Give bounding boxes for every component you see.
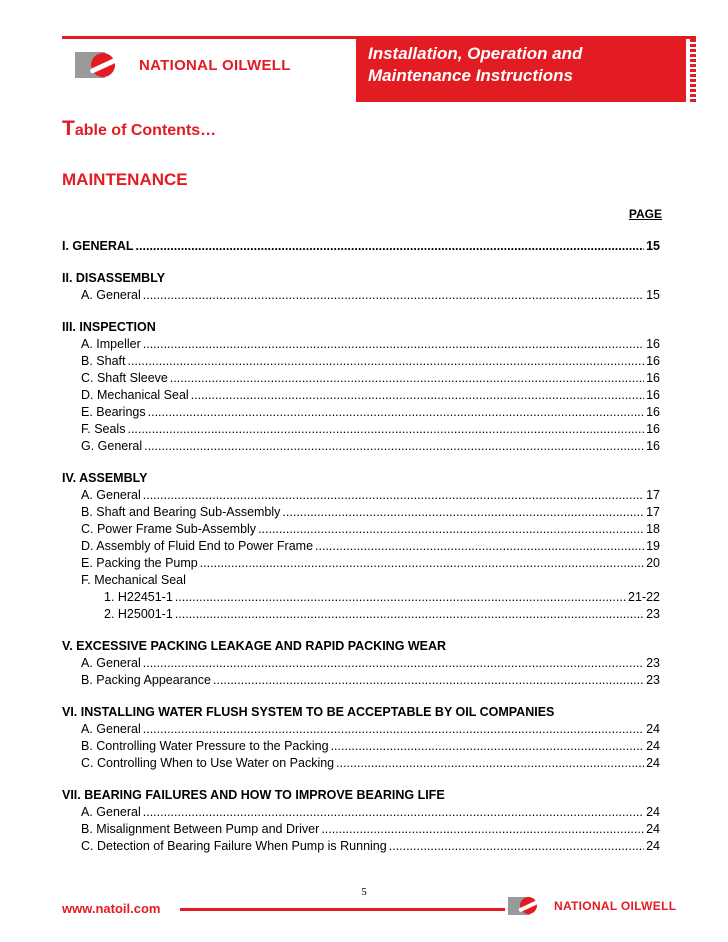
toc-entry-page: 23 (646, 607, 660, 621)
footer-url[interactable]: www.natoil.com (62, 901, 161, 916)
dot-leader (258, 521, 644, 538)
dot-leader (143, 804, 644, 821)
toc-entry-text: A. General (81, 288, 141, 302)
dot-leader (144, 438, 644, 455)
toc-heading-page: 15 (646, 239, 660, 253)
toc-heading-text: I. GENERAL (62, 239, 134, 253)
toc-entry[interactable] (62, 555, 660, 572)
toc-entry-text: B. Controlling Water Pressure to the Packing (81, 739, 329, 753)
dot-leader (143, 487, 644, 504)
toc-heading-text: IV. ASSEMBLY (62, 471, 148, 485)
document-title-line1: Installation, Operation and (368, 44, 583, 63)
dot-leader (170, 370, 644, 387)
document-title-line2: Maintenance Instructions (368, 66, 573, 85)
toc-entry-text: E. Bearings (81, 405, 146, 419)
toc-entry-text: B. Shaft (81, 354, 126, 368)
toc-entry-page: 16 (646, 405, 660, 419)
toc-entry[interactable] (62, 655, 660, 672)
dot-leader (213, 672, 644, 689)
toc-title (62, 117, 216, 141)
toc-entry-page: 24 (646, 722, 660, 736)
toc-entry[interactable] (62, 287, 660, 304)
toc-entry[interactable] (62, 336, 660, 353)
toc-heading[interactable] (62, 787, 660, 804)
toc-entry-page: 16 (646, 388, 660, 402)
toc-entry[interactable] (62, 838, 660, 855)
toc-entry-text: E. Packing the Pump (81, 556, 198, 570)
toc-entry-text: D. Mechanical Seal (81, 388, 189, 402)
dot-leader (321, 821, 644, 838)
dot-leader (143, 655, 644, 672)
toc-entry-text: B. Shaft and Bearing Sub-Assembly (81, 505, 281, 519)
toc-heading[interactable] (62, 470, 660, 487)
toc-entry-page: 18 (646, 522, 660, 536)
toc-group (62, 319, 660, 455)
toc-entry-page: 17 (646, 505, 660, 519)
toc-entry[interactable] (62, 504, 660, 521)
toc-entry-page: 24 (646, 756, 660, 770)
toc-entry-text: C. Controlling When to Use Water on Packing (81, 756, 335, 770)
toc-entry[interactable] (62, 821, 660, 838)
toc-entry-page: 21-22 (628, 590, 660, 604)
toc-entry-page: 20 (646, 556, 660, 570)
toc-entry-text: 1. H22451-1 (104, 590, 173, 604)
dot-leader (175, 589, 626, 606)
dot-leader (336, 755, 644, 772)
dot-leader (148, 404, 644, 421)
table-of-contents (62, 238, 660, 870)
toc-entry-page: 16 (646, 371, 660, 385)
toc-heading-text: II. DISASSEMBLY (62, 271, 166, 285)
toc-entry-text: B. Packing Appearance (81, 673, 211, 687)
toc-entry-text: G. General (81, 439, 143, 453)
company-logo (75, 52, 291, 78)
toc-entry-text: A. General (81, 805, 141, 819)
page-number: 5 (361, 886, 367, 898)
toc-entry-page: 23 (646, 656, 660, 670)
toc-heading-text: VII. BEARING FAILURES AND HOW TO IMPROVE BEARING LIFE (62, 788, 445, 802)
toc-heading[interactable] (62, 270, 660, 287)
toc-entry-page: 24 (646, 805, 660, 819)
toc-entry-text: F. Seals (81, 422, 126, 436)
toc-entry-text: C. Power Frame Sub-Assembly (81, 522, 257, 536)
document-title-box (356, 39, 686, 102)
toc-entry[interactable] (62, 538, 660, 555)
toc-entry-page: 16 (646, 422, 660, 436)
dot-leader (175, 606, 644, 623)
toc-heading-text: VI. INSTALLING WATER FLUSH SYSTEM TO BE ACCEPTABLE BY OIL COMPANIES (62, 705, 555, 719)
dot-leader (143, 721, 644, 738)
toc-entry-text: A. General (81, 488, 141, 502)
toc-entry-page: 24 (646, 739, 660, 753)
toc-entry[interactable] (62, 589, 660, 606)
toc-entry[interactable] (62, 721, 660, 738)
toc-entry-page: 16 (646, 354, 660, 368)
toc-entry-page: 19 (646, 539, 660, 553)
toc-entry[interactable] (62, 438, 660, 455)
toc-entry-text: B. Misalignment Between Pump and Driver (81, 822, 320, 836)
section-title: MAINTENANCE (62, 170, 188, 189)
toc-heading-text: V. EXCESSIVE PACKING LEAKAGE AND RAPID PACKING WEAR (62, 639, 447, 653)
toc-entry[interactable] (62, 487, 660, 504)
toc-group (62, 638, 660, 689)
toc-entry[interactable] (62, 572, 660, 589)
page-column-label: PAGE (628, 207, 662, 221)
dot-leader (315, 538, 644, 555)
toc-entry-text: D. Assembly of Fluid End to Power Frame (81, 539, 314, 553)
toc-entry-page: 15 (646, 288, 660, 302)
toc-entry-text: A. General (81, 722, 141, 736)
toc-heading[interactable] (62, 238, 660, 255)
dot-leader (127, 353, 644, 370)
header-edge-stripe (690, 39, 696, 102)
dot-leader (191, 387, 644, 404)
toc-entry[interactable] (62, 738, 660, 755)
toc-title-initial: T (62, 117, 75, 140)
toc-entry[interactable] (62, 404, 660, 421)
toc-entry[interactable] (62, 755, 660, 772)
toc-entry-page: 16 (646, 337, 660, 351)
toc-entry[interactable] (62, 353, 660, 370)
toc-heading-text: III. INSPECTION (62, 320, 156, 334)
dot-leader (136, 238, 645, 255)
dot-leader (282, 504, 644, 521)
footer-company-name: NATIONAL OILWELL (554, 899, 677, 913)
dot-leader (127, 421, 644, 438)
dot-leader (389, 838, 644, 855)
dot-leader (143, 287, 644, 304)
company-name: NATIONAL OILWELL (139, 56, 291, 74)
toc-entry-page: 17 (646, 488, 660, 502)
footer-logo-icon (508, 897, 546, 915)
toc-entry[interactable] (62, 370, 660, 387)
toc-entry-text: C. Shaft Sleeve (81, 371, 168, 385)
toc-entry[interactable] (62, 672, 660, 689)
toc-entry-page: 24 (646, 839, 660, 853)
dot-leader (143, 336, 644, 353)
dot-leader (331, 738, 645, 755)
toc-group (62, 470, 660, 623)
toc-entry[interactable] (62, 804, 660, 821)
footer-rule (180, 908, 505, 911)
toc-heading[interactable] (62, 638, 660, 655)
toc-heading[interactable] (62, 319, 660, 336)
toc-entry-text: A. General (81, 656, 141, 670)
toc-entry[interactable] (62, 606, 660, 623)
toc-entry-text: 2. H25001-1 (104, 607, 173, 621)
dot-leader (200, 555, 644, 572)
toc-entry-text: C. Detection of Bearing Failure When Pump is Running (81, 839, 387, 853)
toc-entry-page: 16 (646, 439, 660, 453)
toc-entry[interactable] (62, 521, 660, 538)
footer-logo (508, 897, 676, 915)
toc-entry-page: 23 (646, 673, 660, 687)
toc-entry-page: 24 (646, 822, 660, 836)
toc-group (62, 270, 660, 304)
toc-group (62, 704, 660, 772)
toc-entry[interactable] (62, 421, 660, 438)
toc-group (62, 787, 660, 855)
toc-title-rest: able of Contents… (74, 122, 217, 139)
toc-entry[interactable] (62, 387, 660, 404)
national-oilwell-logo-icon (75, 52, 121, 78)
toc-group (62, 238, 660, 255)
toc-entry-text: A. Impeller (81, 337, 141, 351)
toc-entry-text: F. Mechanical Seal (81, 573, 186, 587)
toc-heading[interactable] (62, 704, 660, 721)
